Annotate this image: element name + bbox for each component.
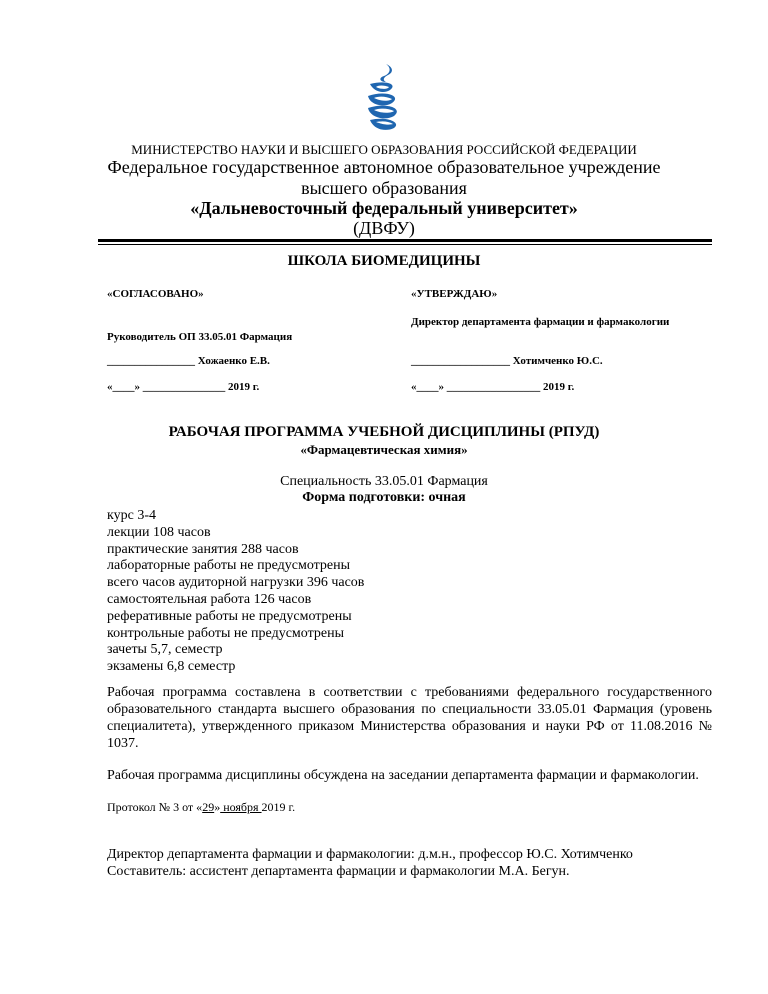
approved-signature-line: __________________ Хотимченко Ю.С.: [411, 355, 603, 367]
param-credits: зачеты 5,7, семестр: [107, 642, 223, 658]
param-lectures: лекции 108 часов: [107, 524, 211, 540]
protocol-day: 29: [202, 800, 215, 814]
specialty-line: Специальность 33.05.01 Фармация: [280, 474, 488, 489]
param-total-hours: всего часов аудиторной нагрузки 396 часов: [107, 575, 365, 591]
param-essays: реферативные работы не предусмотрены: [107, 608, 352, 624]
param-tests: контрольные работы не предусмотрены: [107, 625, 344, 641]
protocol-prefix: Протокол № 3 от «: [107, 800, 203, 814]
agreed-position: Руководитель ОП 33.05.01 Фармация: [107, 331, 293, 343]
university-name: «Дальневосточный федеральный университет»: [190, 198, 578, 218]
director-line: Директор департамента фармации и фармакологии: д.м.н., профессор Ю.С. Хотимченко: [107, 847, 633, 862]
header-divider-thin: [98, 244, 712, 245]
university-abbr: (ДВФУ): [353, 218, 415, 238]
approved-position: Директор департамента фармации и фармакологии: [411, 316, 670, 328]
dvfu-logo-icon: [356, 62, 412, 134]
course-parameters: [107, 508, 364, 676]
protocol-mid: »: [214, 800, 221, 814]
ministry-line: МИНИСТЕРСТВО НАУКИ И ВЫСШЕГО ОБРАЗОВАНИЯ РОССИЙСКОЙ ФЕДЕРАЦИИ: [131, 142, 637, 157]
signatories: [107, 846, 633, 880]
program-title: РАБОЧАЯ ПРОГРАММА УЧЕБНОЙ ДИСЦИПЛИНЫ (РПУД): [168, 424, 600, 440]
param-labs: лабораторные работы не предусмотрены: [107, 558, 351, 574]
standard-paragraph: Рабочая программа составлена в соответствии с требованиями федерального государственного образовательного стандарта высшего образования по специальности 33.05.01 Фармация (уровень специалитета), утвержденного приказом Министерства образования и науки РФ от 11.08.2016 № 1037.: [107, 685, 712, 751]
param-self-study: самостоятельная работа 126 часов: [107, 591, 312, 607]
education-level-line: высшего образования: [301, 178, 467, 198]
discipline-name: «Фармацевтическая химия»: [300, 442, 468, 457]
param-exams: экзамены 6,8 семестр: [107, 659, 236, 675]
school-name: ШКОЛА БИОМЕДИЦИНЫ: [287, 253, 481, 269]
approved-date-line: «____» _________________ 2019 г.: [411, 381, 575, 393]
approved-heading: «УТВЕРЖДАЮ»: [411, 288, 498, 300]
study-form-line: Форма подготовки: очная: [302, 490, 466, 505]
param-course: курс 3-4: [107, 508, 156, 523]
protocol-month: ноября: [220, 800, 262, 814]
header-divider-thick: [98, 239, 712, 242]
protocol-year: 2019 г.: [261, 800, 296, 814]
agreed-date-line: «____» _______________ 2019 г.: [107, 381, 260, 393]
discussion-paragraph: Рабочая программа дисциплины обсуждена на заседании департамента фармации и фармакологии.: [107, 768, 699, 783]
author-line: Составитель: ассистент департамента фармации и фармакологии М.А. Бегун.: [107, 864, 570, 879]
institution-type-line: Федеральное государственное автономное образовательное учреждение: [107, 157, 661, 177]
protocol-line: [107, 800, 295, 815]
agreed-signature-line: ________________ Хожаенко Е.В.: [107, 355, 270, 367]
param-practicals: практические занятия 288 часов: [107, 541, 299, 557]
agreed-heading: «СОГЛАСОВАНО»: [107, 288, 204, 300]
